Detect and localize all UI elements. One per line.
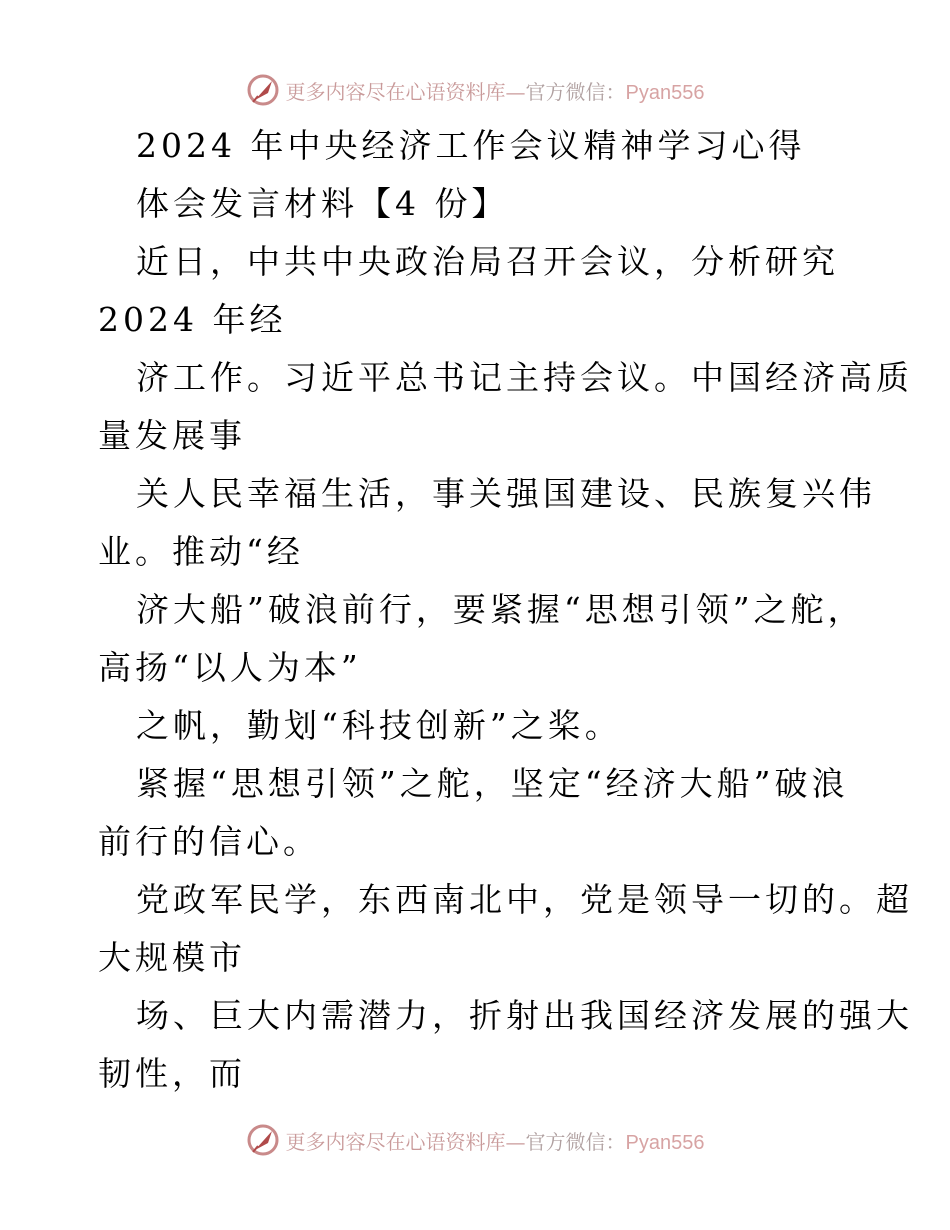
header-banner-wechat-label: 官方微信： [525, 79, 626, 104]
paragraph-line: 2024 年经 [98, 300, 287, 339]
header-banner-dash: — [505, 79, 526, 104]
paragraph-line: 济大船”破浪前行，要紧握“思想引领”之舵， [136, 590, 865, 629]
paragraph-line: 量发展事 [98, 416, 246, 455]
footer-banner-title: 更多内容尽在心语资料库 [285, 1129, 506, 1154]
footer-banner-dash: — [505, 1129, 526, 1154]
paragraph-line: 之帆，勤划“科技创新”之桨。 [136, 706, 622, 745]
doc-title-line-1: 2024 年中央经济工作会议精神学习心得 [136, 126, 806, 165]
paragraph-line: 大规模市 [98, 938, 246, 977]
paragraph-line: 关人民幸福生活，事关强国建设、民族复兴伟 [136, 474, 876, 513]
paragraph-line: 前行的信心。 [98, 822, 320, 861]
header-banner-title: 更多内容尽在心语资料库 [285, 79, 506, 104]
footer-banner-text [286, 1126, 705, 1155]
paragraph-line: 业。推动“经 [98, 532, 304, 571]
paragraph-line: 韧性，而 [98, 1054, 246, 1093]
paragraph-line: 场、巨大内需潜力，折射出我国经济发展的强大 [136, 996, 913, 1035]
paragraph-line: 党政军民学，东西南北中，党是领导一切的。超 [136, 880, 913, 919]
footer-banner-wechat-id: Pyan556 [625, 1131, 705, 1154]
paragraph-line: 紧握“思想引领”之舵，坚定“经济大船”破浪 [136, 764, 849, 803]
paragraph-line: 济工作。习近平总书记主持会议。中国经济高质 [136, 358, 913, 397]
doc-title-line-2: 体会发言材料【4 份】 [136, 184, 509, 223]
footer-banner [0, 1120, 950, 1160]
feather-pen-logo-icon [246, 1123, 280, 1157]
footer-banner-wechat-label: 官方微信： [525, 1129, 626, 1154]
paragraph-line: 高扬“以人为本” [98, 648, 362, 687]
paragraph-line: 近日，中共中央政治局召开会议，分析研究 [136, 242, 839, 281]
header-banner-wechat-id: Pyan556 [625, 81, 705, 104]
